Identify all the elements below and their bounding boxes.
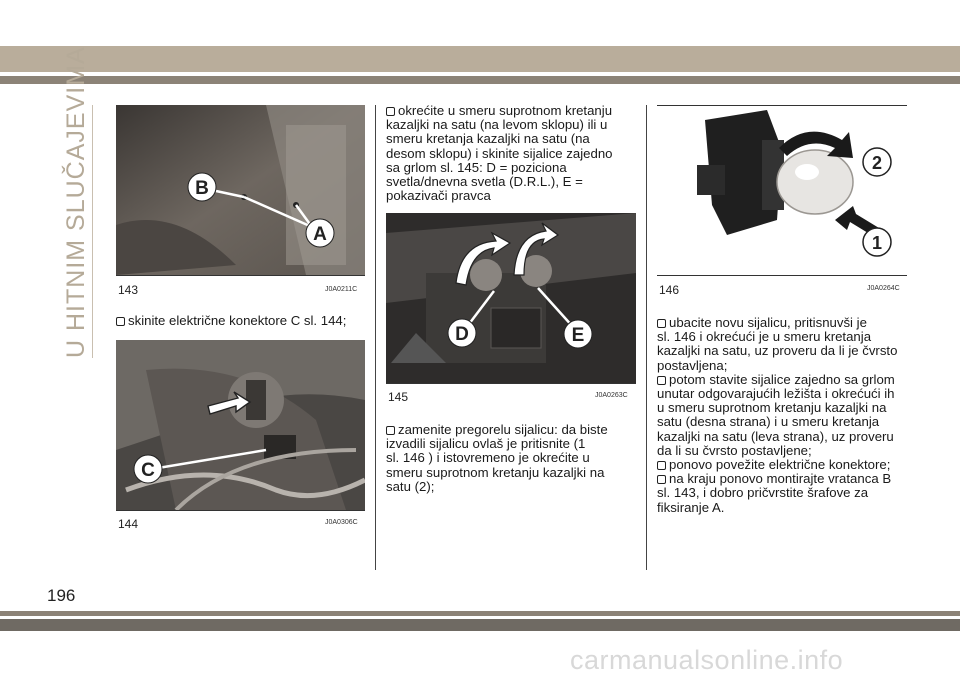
step-line: sa grlom sl. 145: D = poziciona: [386, 159, 567, 175]
step-text: skinite električne konektore C sl. 144;: [128, 313, 347, 328]
figure-145-number: 145: [388, 390, 409, 404]
step-line: svetla/dnevna svetla (D.R.L.), E =: [386, 174, 583, 190]
figure-146-label-2: 2: [871, 153, 883, 173]
figure-146-number: 146: [659, 283, 680, 297]
step-line: potom stavite sijalice zajedno sa grlom: [669, 371, 895, 387]
step-line: ubacite novu sijalicu, pritisnuvši je: [669, 315, 867, 330]
figure-145-code: J0A0263C: [595, 392, 628, 399]
figure-144-rule: [116, 510, 365, 511]
header-band: [0, 46, 960, 72]
checkbox-bullet-icon: [386, 107, 395, 116]
figure-145-label-e: E: [571, 325, 585, 346]
step-line: unutar odgovarajućih ležišta i okrećući ih: [657, 386, 895, 402]
step-line: sl. 146 i okrećući je u smeru kretanja: [657, 329, 872, 345]
step-line: pokazivači pravca: [386, 188, 491, 204]
step-replace-bulb: [386, 423, 648, 494]
step-line: kazaljki na satu, uz proveru da li je čvrsto: [657, 343, 898, 359]
steps-install: [657, 316, 919, 515]
figure-144-number: 144: [118, 517, 139, 531]
section-title: U HITNIM SLUČAJEVIMA: [62, 46, 90, 358]
figure-143-code: J0A0211C: [325, 286, 358, 293]
checkbox-bullet-icon: [657, 319, 666, 328]
step-line: sl. 143, i dobro pričvrstite šrafove za: [657, 485, 869, 501]
figure-143-rule: [116, 275, 365, 276]
checkbox-bullet-icon: [116, 317, 125, 326]
figure-144: [116, 340, 365, 510]
figure-146-label-1: 1: [871, 233, 883, 253]
figure-143: [116, 105, 365, 275]
step-line: zamenite pregorelu sijalicu: da biste: [398, 422, 608, 437]
step-line: u smeru suprotnom kretanju kazaljki na: [657, 400, 887, 416]
step-line: satu (2);: [386, 478, 435, 494]
side-rule: [92, 105, 93, 358]
figure-145-label-d: D: [455, 324, 469, 345]
step-line: izvadili sijalicu ovlaš je pritisnite (1: [386, 436, 586, 452]
step-line: smeru suprotnom kretanju kazaljki na: [386, 464, 605, 480]
checkbox-bullet-icon: [657, 376, 666, 385]
figure-146-rule: [657, 275, 907, 276]
figure-144-code: J0A0306C: [325, 519, 358, 526]
figure-145-rule: [386, 383, 636, 384]
footer-band: [0, 619, 960, 631]
step-rotate-holders: [386, 104, 648, 203]
figure-143-number: 143: [118, 283, 139, 297]
column-divider-1: [375, 105, 376, 570]
step-line: desom sklopu) i skinite sijalice zajedno: [386, 145, 613, 161]
footer-rule: [0, 611, 960, 616]
page-number: 196: [47, 586, 76, 605]
header-rule: [0, 76, 960, 84]
figure-145: [386, 213, 636, 383]
figure-146-code: J0A0264C: [867, 285, 900, 292]
figure-144-label-c: C: [141, 460, 155, 481]
step-line: ponovo povežite električne konektore;: [669, 457, 891, 473]
checkbox-bullet-icon: [657, 461, 666, 470]
step-line: postavljena;: [657, 357, 728, 373]
step-line: okrećite u smeru suprotnom kretanju: [398, 103, 613, 118]
step-line: fiksiranje A.: [657, 499, 725, 515]
checkbox-bullet-icon: [386, 426, 395, 435]
step-line: smeru kretanja kazaljki na satu (na: [386, 131, 590, 147]
step-line: kazaljki na satu (leva strana), uz proveru: [657, 428, 894, 444]
figure-143-label-b: B: [195, 178, 209, 199]
step-line: na kraju ponovo montirajte vratanca B: [669, 471, 892, 487]
step-line: sl. 146 ) i istovremeno je okrećite u: [386, 450, 590, 466]
figure-143-label-a: A: [313, 224, 327, 245]
watermark: carmanualsonline.info: [570, 645, 844, 675]
checkbox-bullet-icon: [657, 475, 666, 484]
step-line: da li su čvrsto postavljene;: [657, 442, 812, 458]
step-disconnect-connectors: [116, 314, 376, 328]
figure-146-top-rule: [657, 105, 907, 106]
figure-146: [657, 110, 907, 273]
step-line: satu (desna strana) i u smeru kretanja: [657, 414, 880, 430]
step-line: kazaljki na satu (na levom sklopu) ili u: [386, 117, 608, 133]
